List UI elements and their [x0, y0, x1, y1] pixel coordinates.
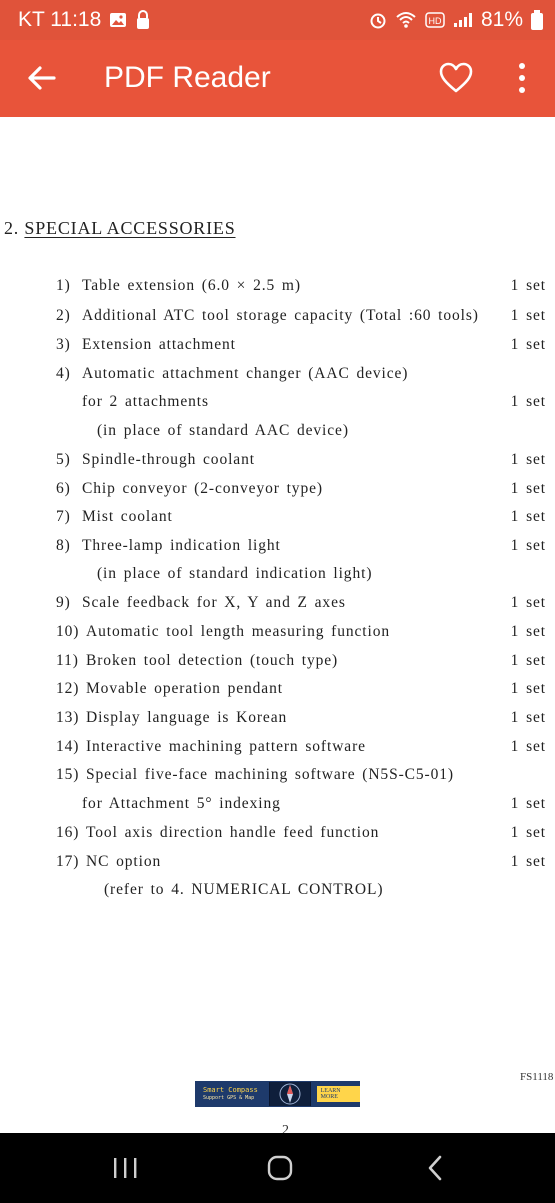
section-number: 2. — [4, 218, 20, 238]
hd-icon — [425, 12, 445, 28]
list-item: 10) Automatic tool length measuring function 1 set — [56, 623, 546, 640]
list-item: 9) Scale feedback for X, Y and Z axes 1 set — [56, 594, 546, 611]
ad-banner[interactable] — [195, 1081, 360, 1107]
wifi-icon — [395, 11, 417, 29]
ad-subtitle: Support GPS & Map — [203, 1095, 255, 1101]
list-item: 11) Broken tool detection (touch type) 1 set — [56, 652, 546, 669]
list-item: (refer to 4. NUMERICAL CONTROL) — [104, 881, 384, 898]
section-heading — [4, 218, 236, 239]
list-item: 3) Extension attachment 1 set — [56, 336, 546, 353]
list-item: 12) Movable operation pendant 1 set — [56, 680, 546, 697]
list-item: for 2 attachments 1 set — [82, 393, 546, 410]
svg-text:HD: HD — [428, 16, 442, 26]
list-item: 16) Tool axis direction handle feed function 1 set — [56, 824, 546, 841]
recent-apps-icon[interactable] — [105, 1153, 145, 1183]
list-item: (in place of standard AAC device) — [97, 422, 349, 439]
battery-icon — [531, 10, 543, 30]
more-vertical-icon[interactable] — [512, 62, 532, 94]
ad-learn-more-button[interactable]: LEARN MORE — [317, 1086, 360, 1102]
list-item: 7) Mist coolant 1 set — [56, 508, 546, 525]
list-item: 8) Three-lamp indication light 1 set — [56, 537, 546, 554]
battery-percent: 81% — [480, 8, 523, 31]
list-item: 13) Display language is Korean 1 set — [56, 709, 546, 726]
footer-code: FS1118 — [520, 1071, 554, 1083]
app-bar — [0, 40, 555, 117]
pdf-page[interactable] — [0, 117, 555, 1133]
home-icon[interactable] — [260, 1153, 300, 1183]
list-item: 15) Special five-face machining software (N5S-C5-01) — [56, 766, 454, 783]
list-item: 1) Table extension (6.0 × 2.5 m) 1 set — [56, 277, 546, 294]
compass-icon — [269, 1082, 311, 1106]
back-icon[interactable] — [415, 1153, 455, 1183]
signal-icon — [453, 12, 473, 28]
ad-text — [195, 1086, 269, 1102]
list-item: 14) Interactive machining pattern software 1 set — [56, 738, 546, 755]
list-item: 5) Spindle-through coolant 1 set — [56, 451, 546, 468]
lock-icon — [135, 10, 151, 30]
alarm-icon — [369, 11, 387, 29]
app-title: PDF Reader — [104, 61, 271, 94]
list-item: for Attachment 5° indexing 1 set — [82, 795, 546, 812]
list-item: 4) Automatic attachment changer (AAC device) — [56, 365, 409, 382]
photo-icon — [109, 11, 127, 29]
status-bar — [0, 0, 555, 40]
system-nav-bar — [0, 1133, 555, 1203]
ad-title: Smart Compass — [203, 1086, 258, 1094]
page-number: 2 — [282, 1123, 289, 1133]
list-item: 2) Additional ATC tool storage capacity (Total :60 tools) 1 set — [56, 307, 546, 324]
section-title: SPECIAL ACCESSORIES — [24, 218, 236, 238]
list-item: 6) Chip conveyor (2-conveyor type) 1 set — [56, 480, 546, 497]
heart-icon[interactable] — [439, 62, 473, 94]
list-item: (in place of standard indication light) — [97, 565, 373, 582]
list-item: 17) NC option 1 set — [56, 853, 546, 870]
back-arrow-icon[interactable] — [24, 60, 60, 96]
carrier-time: KT 11:18 — [18, 8, 102, 31]
